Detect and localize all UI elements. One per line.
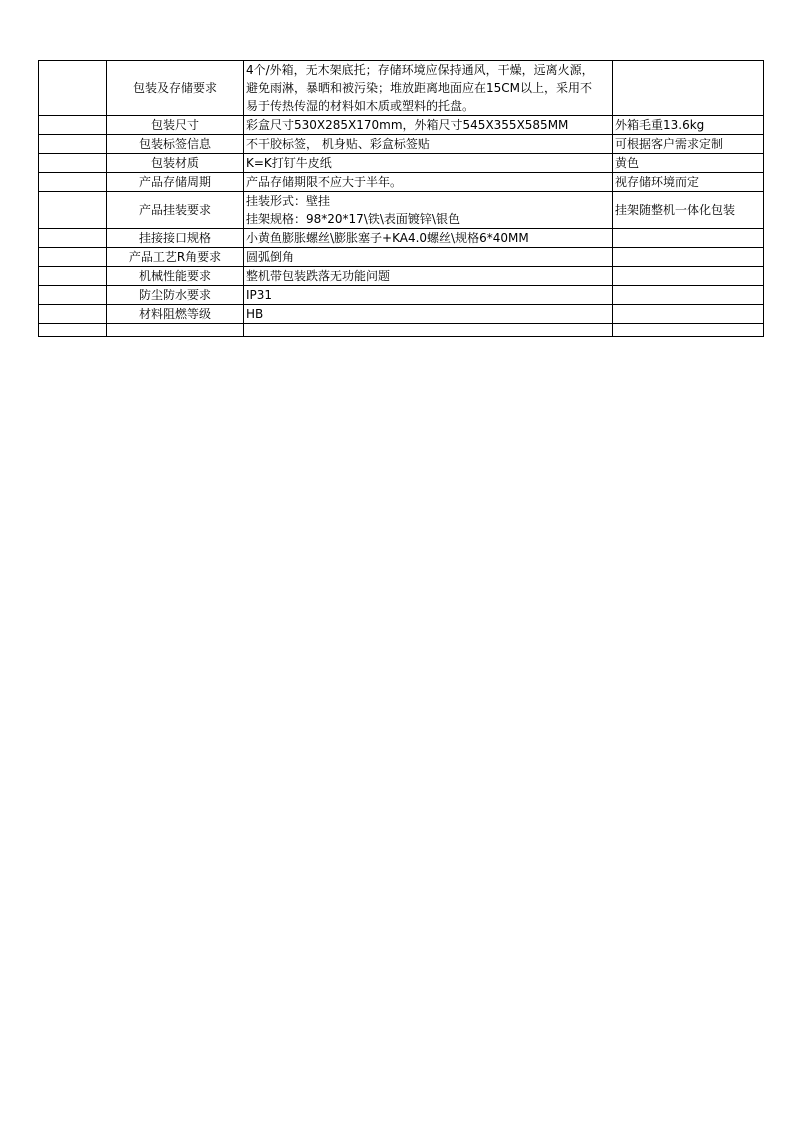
blank-cell	[39, 154, 107, 173]
blank-cell	[39, 305, 107, 324]
spec-value: 小黄鱼膨胀螺丝\膨胀塞子+KA4.0螺丝\规格6*40MM	[244, 229, 613, 248]
spec-note: 挂架随整机一体化包装	[613, 192, 764, 229]
spec-note	[613, 61, 764, 116]
spec-note: 可根据客户需求定制	[613, 135, 764, 154]
table-row	[39, 61, 764, 116]
blank-cell	[107, 324, 244, 337]
blank-cell	[39, 267, 107, 286]
spec-note: 黄色	[613, 154, 764, 173]
spec-note	[613, 305, 764, 324]
spec-name: 包装及存储要求	[107, 61, 244, 116]
spec-value-line: 避免雨淋，暴晒和被污染；堆放距离地面应在15CM以上，采用不	[246, 81, 593, 95]
spec-name: 产品工艺R角要求	[107, 248, 244, 267]
table-row	[39, 173, 764, 192]
spec-value: 整机带包装跌落无功能问题	[244, 267, 613, 286]
spec-name: 包装尺寸	[107, 116, 244, 135]
table-row	[39, 154, 764, 173]
spec-name: 包装标签信息	[107, 135, 244, 154]
table-row	[39, 267, 764, 286]
blank-cell	[39, 229, 107, 248]
spec-value-line: 挂装形式：壁挂	[246, 194, 331, 208]
spec-value: K=K打钉牛皮纸	[244, 154, 613, 173]
spec-name: 防尘防水要求	[107, 286, 244, 305]
table-row	[39, 116, 764, 135]
table-row	[39, 135, 764, 154]
spec-note	[613, 229, 764, 248]
blank-cell	[39, 324, 107, 337]
spec-note	[613, 248, 764, 267]
table-row	[39, 286, 764, 305]
spec-value	[244, 192, 613, 229]
spec-name: 产品存储周期	[107, 173, 244, 192]
spec-note: 视存储环境而定	[613, 173, 764, 192]
blank-cell	[39, 248, 107, 267]
spec-value-line: 挂架规格：98*20*17\铁\表面镀锌\银色	[246, 212, 460, 226]
blank-cell	[39, 61, 107, 116]
spec-table	[38, 60, 764, 337]
spec-name: 包装材质	[107, 154, 244, 173]
spec-value-line: 4个/外箱，无木架底托；存储环境应保持通风，干燥，远离火源，	[246, 63, 594, 77]
table-row	[39, 229, 764, 248]
blank-cell	[613, 324, 764, 337]
blank-cell	[39, 135, 107, 154]
spec-note: 外箱毛重13.6kg	[613, 116, 764, 135]
table-row	[39, 305, 764, 324]
spec-value: 圆弧倒角	[244, 248, 613, 267]
blank-cell	[39, 286, 107, 305]
spec-name: 材料阻燃等级	[107, 305, 244, 324]
spec-value-line: 易于传热传湿的材料如木质或塑料的托盘。	[246, 99, 475, 113]
spec-value: HB	[244, 305, 613, 324]
blank-cell	[244, 324, 613, 337]
table-row	[39, 248, 764, 267]
spec-name: 机械性能要求	[107, 267, 244, 286]
spec-value: 产品存储期限不应大于半年。	[244, 173, 613, 192]
empty-row	[39, 324, 764, 337]
table-row	[39, 192, 764, 229]
spec-note	[613, 267, 764, 286]
spec-name: 产品挂装要求	[107, 192, 244, 229]
spec-value: 不干胶标签， 机身贴、彩盒标签贴	[244, 135, 613, 154]
spec-value: 彩盒尺寸530X285X170mm，外箱尺寸545X355X585MM	[244, 116, 613, 135]
spec-name: 挂接接口规格	[107, 229, 244, 248]
spec-value	[244, 61, 613, 116]
spec-value: IP31	[244, 286, 613, 305]
blank-cell	[39, 192, 107, 229]
blank-cell	[39, 173, 107, 192]
blank-cell	[39, 116, 107, 135]
spec-note	[613, 286, 764, 305]
